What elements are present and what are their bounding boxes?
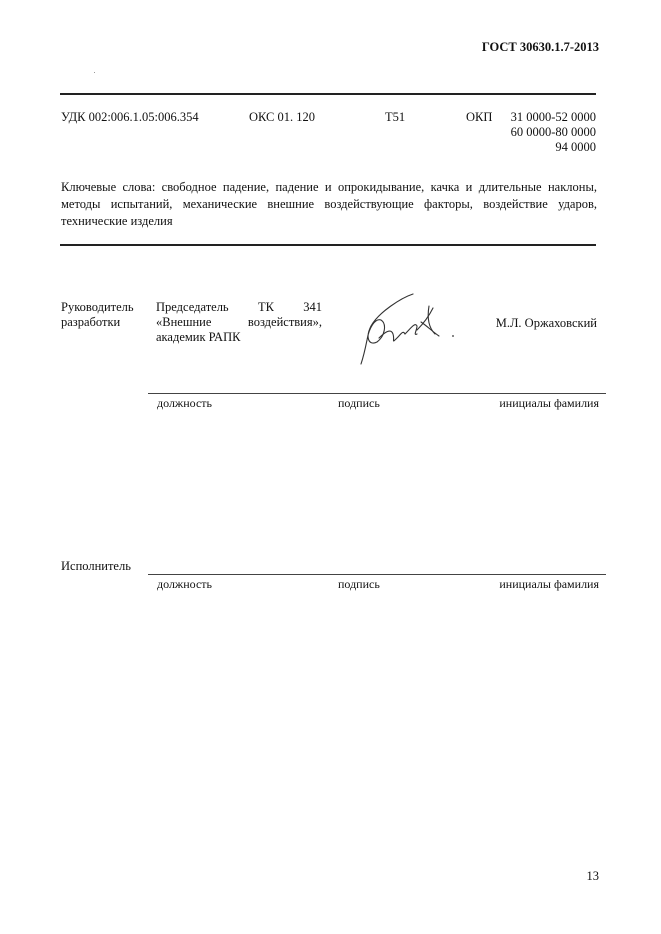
- leader-role-line: «Внешние воздействия»,: [156, 315, 322, 329]
- leader-signature-line: [148, 393, 606, 394]
- page-number: 13: [586, 869, 599, 883]
- keywords-paragraph: Ключевые слова: свободное падение, падение и опрокидывание, качка и длительные наклоны, методы испытаний, механические внешние воздействующие факторы, воздействие ударов, технические изделия: [61, 180, 597, 228]
- bottom-rule: [60, 244, 596, 246]
- handwritten-signature: [355, 288, 465, 368]
- caption-signature: подпись: [338, 396, 380, 410]
- scan-speck: [94, 72, 95, 73]
- standard-number: ГОСТ 30630.1.7-2013: [481, 40, 599, 54]
- leader-label-line: разработки: [61, 315, 121, 329]
- executor-label: Исполнитель: [61, 559, 131, 573]
- okp-codes: [466, 110, 596, 155]
- caption-signature: подпись: [338, 577, 380, 591]
- executor-signature-line: [148, 574, 606, 575]
- okp-line: 94 0000: [555, 140, 596, 154]
- oks-code: ОКС 01. 120: [249, 110, 316, 124]
- leader-label: [61, 300, 134, 330]
- caption-name: инициалы фамилия: [499, 577, 599, 591]
- top-rule: [60, 93, 596, 95]
- okp-line: 60 0000-80 0000: [510, 125, 596, 139]
- t-code: Т51: [385, 110, 406, 124]
- caption-position: должность: [157, 577, 212, 591]
- leader-role-line: Председатель ТК 341: [156, 300, 322, 314]
- okp-line: 31 0000-52 0000: [510, 110, 596, 124]
- leader-label-line: Руководитель: [61, 300, 134, 314]
- okp-label: ОКП: [466, 110, 493, 124]
- leader-role: [156, 300, 322, 345]
- caption-position: должность: [157, 396, 212, 410]
- udk-code: УДК 002:006.1.05:006.354: [61, 110, 199, 124]
- leader-role-line: академик РАПК: [156, 330, 241, 344]
- leader-name: М.Л. Оржаховский: [495, 316, 597, 330]
- caption-name: инициалы фамилия: [499, 396, 599, 410]
